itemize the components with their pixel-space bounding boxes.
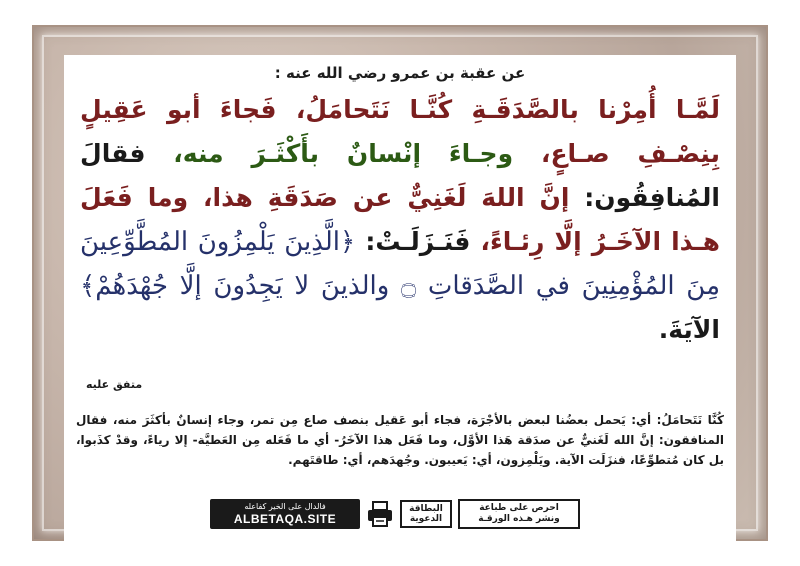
site-url: ALBETAQA.SITE	[233, 512, 337, 526]
print-reminder	[458, 499, 580, 529]
reminder-line-1: احرص على طباعة	[479, 503, 559, 513]
hadith-part-black-2: فَنَـزَلَـتْ:	[355, 227, 481, 256]
site-box[interactable]	[210, 499, 360, 529]
albetaqa-logo: البطاقة الدعوية	[400, 500, 452, 528]
narrator-line: عن عقبة بن عمرو رضي الله عنه :	[274, 64, 526, 82]
hadith-part-green: وجـاءَ إنْسانٌ بأَكْثَـرَ منه،	[173, 139, 541, 168]
hadith-part-red-1: لَمَّـا أُمِرْنا بالصَّدَقَـةِ كُنَّـا نَتَحامَلُ، فَجاءَ أبو عَقِيلٍ بِنِصْـفِ صـاعٍ،	[80, 95, 720, 168]
hadith-card	[64, 55, 736, 541]
hadith-part-black-3: الآيَةَ.	[658, 315, 720, 344]
explanation-text: كُنَّا نَتَحامَلُ: أي: يَحمل بعضُنا لبعض بالأجْرَة، فجاء أبو عَقيل بنصف صاع مِن تمر، وجاء إنسانٌ بأكثَرَ منه، فقال المنافقون: إنَّ الله لَغَنيٌّ عن صدَقة هَذا الأوَّل، وما فَعَل هذا الآخَرُ- أي ما فَعَله مِن العَطيَّة- إلا رياءً، وقدْ كذَبوا، بل كان مُتطوِّعًا، فنزَلَت الآية. ويَلْمِزون، أي: يَعيبون. وجُهدَهم، أي: طاقتَهم.	[76, 413, 724, 467]
agreed-upon-label: متفق عليه	[86, 378, 143, 391]
quran-verse: ﴿الَّذِينَ يَلْمِزُونَ المُطَّوِّعِينَ مِنَ المُؤْمِنِينَ في الصَّدَقاتِ ۝ والذينَ لا يَجِدُونَ إلَّا جُهْدَهُمْ﴾	[80, 227, 721, 301]
footer-bar	[210, 499, 590, 529]
reminder-line-2: ونشر هـذه الورقـة	[478, 514, 560, 524]
site-slogan: فالدال على الخير كفاعله	[244, 502, 326, 511]
printer-icon	[366, 500, 394, 528]
hadith-text	[80, 88, 720, 352]
hadith-part-red-2: إنَّ اللهَ لَغَنِيٌّ عن صَدَقَةِ هذا، وما فَعَلَ هـذا الآخَـرُ إلَّا رِئـاءً،	[80, 183, 720, 256]
hadith-part-black-1: فقالَ المُنافِقُون:	[80, 139, 720, 212]
